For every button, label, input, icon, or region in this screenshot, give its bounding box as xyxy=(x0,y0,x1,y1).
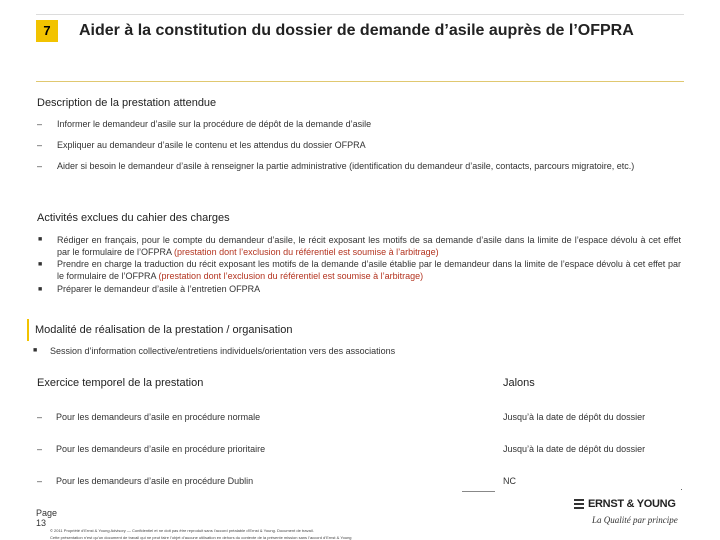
modalite-heading: Modalité de réalisation de la prestation / organisation xyxy=(35,324,293,336)
description-heading: Description de la prestation attendue xyxy=(37,97,217,109)
dash-marker: – xyxy=(37,412,43,422)
bullet-marker: ■ xyxy=(38,261,43,268)
dash-marker: – xyxy=(37,119,43,129)
description-item: Expliquer au demandeur d’asile le contenu et les attendus du dossier OFPRA xyxy=(57,140,366,150)
excluded-item xyxy=(57,283,681,295)
arbitrage-note: (prestation dont l’exclusion du référentiel est soumise à l’arbitrage) xyxy=(158,271,424,281)
schedule-row-label: Pour les demandeurs d’asile en procédure Dublin xyxy=(56,476,254,486)
excluded-heading: Activités exclues du cahier des charges xyxy=(37,212,230,224)
logo-mark-icon xyxy=(574,499,584,513)
excluded-item xyxy=(57,234,681,258)
bullet-marker: ■ xyxy=(38,236,43,243)
page-number xyxy=(36,508,57,528)
jalons-heading: Jalons xyxy=(503,377,535,389)
footer-copyright: © 2011 Propriété d’Ernst & Young Advisory — Confidentiel et ne doit pas être reproduit sans l’accord préalable d’Ernst & Young. Document de travail. xyxy=(50,528,314,533)
schedule-heading: Exercice temporel de la prestation xyxy=(37,377,204,389)
schedule-row-label: Pour les demandeurs d’asile en procédure prioritaire xyxy=(56,444,266,454)
logo-tagline: La Qualité par principe xyxy=(592,515,678,525)
corner-mark xyxy=(681,489,682,490)
dash-marker: – xyxy=(37,140,43,150)
description-item: Informer le demandeur d’asile sur la procédure de dépôt de la demande d’asile xyxy=(57,119,372,129)
title-divider xyxy=(36,81,684,82)
schedule-row-jalon: Jusqu’à la date de dépôt du dossier xyxy=(503,444,646,454)
excluded-item-text: Prendre en charge la traduction du récit exposant les motifs de la demande d’asile établie par le demandeur dans la limite de l’espace dévolu à cet effet par le formulaire de l’OFPRA xyxy=(57,259,681,281)
page-title: Aider à la constitution du dossier de demande d’asile auprès de l’OFPRA xyxy=(79,22,634,39)
modalite-item: Session d’information collective/entretiens individuels/orientation vers des associations xyxy=(50,346,396,356)
bullet-marker: ■ xyxy=(33,347,38,354)
jalon-divider xyxy=(462,491,495,492)
top-divider xyxy=(36,14,684,15)
dash-marker: – xyxy=(37,476,43,486)
dash-marker: – xyxy=(37,161,43,171)
description-item: Aider si besoin le demandeur d’asile à renseigner la partie administrative (identification du demandeur d’asile, contacts, parcours migratoire, etc.) xyxy=(57,161,635,171)
page-number-value: 13 xyxy=(36,518,47,528)
arbitrage-note: (prestation dont l’exclusion du référentiel est soumise à l’arbitrage) xyxy=(174,247,439,257)
excluded-item-text: Préparer le demandeur d’asile à l’entretien OFPRA xyxy=(57,284,261,294)
excluded-item xyxy=(57,258,681,282)
dash-marker: – xyxy=(37,444,43,454)
schedule-row-jalon: Jusqu’à la date de dépôt du dossier xyxy=(503,412,646,422)
schedule-row-jalon: NC xyxy=(503,476,516,486)
excluded-item-text: Rédiger en français, pour le compte du demandeur d’asile, le récit exposant les motifs de sa demande d’asile dans la limite de l’espace dévolu à cet effet par le formulaire de l’OFPRA xyxy=(57,235,681,257)
bullet-marker: ■ xyxy=(38,286,43,293)
logo-name: ERNST & YOUNG xyxy=(588,498,676,510)
page-label: Page xyxy=(36,508,58,518)
schedule-row-label: Pour les demandeurs d’asile en procédure normale xyxy=(56,412,261,422)
section-number-badge: 7 xyxy=(36,20,58,42)
footer-disclaimer: Cette présentation n’est qu’un document de travail qui ne peut faire l’objet d’aucune utilisation en dehors du contexte de la présente mission sans l’accord d’Ernst & Young xyxy=(50,535,352,540)
section-accent-bar xyxy=(27,319,29,341)
